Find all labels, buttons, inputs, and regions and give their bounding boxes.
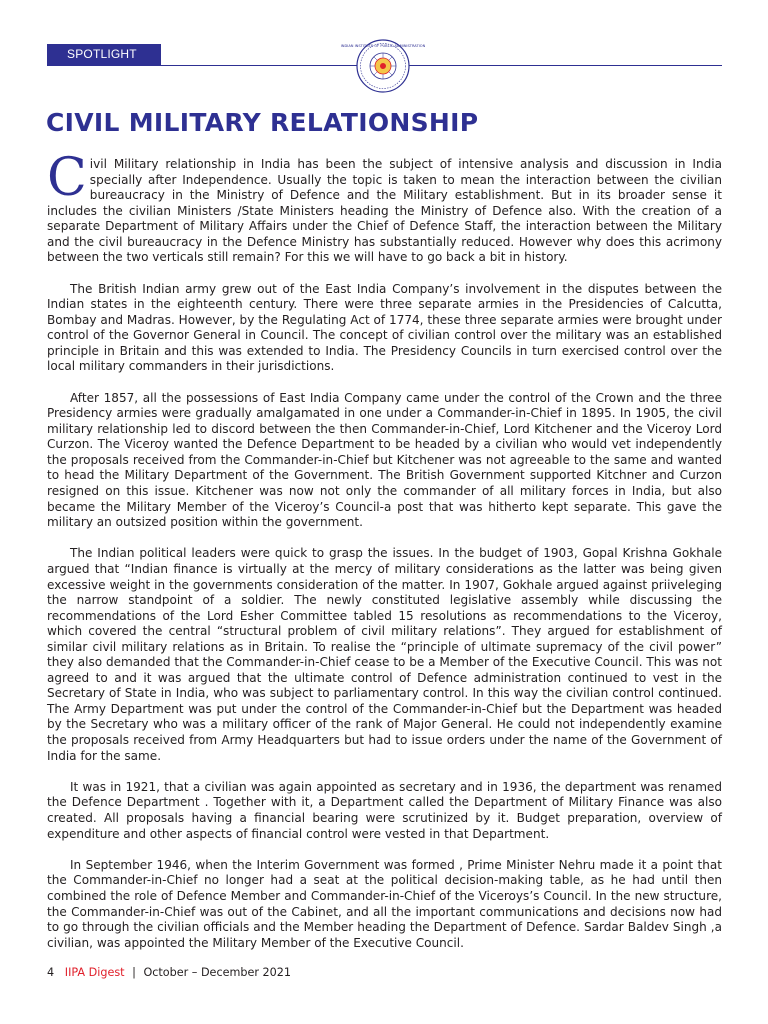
seal-text: INDIAN INSTITUTE OF PUBLIC ADMINISTRATION — [340, 44, 426, 48]
section-label: SPOTLIGHT — [47, 44, 161, 65]
paragraph-1-text: ivil Military relationship in India has been the subject of intensive analysis and discussion in India specially after Independence. Usually the topic is taken to mean the interaction between the civilian bureaucracy in the Ministry of Defence and the Military establishment. But in its broader sense it includes the civilian Ministers /State Ministers heading the Ministry of Defence also. With the creation of a separate Department of Military Affairs under the Chief of Defence Staff, the interaction between the Military and the civil bureaucracy in the Defence Ministry has substantially reduced. However why does this acrimony between the two verticals still remain? For this we will have to go back a bit in history. — [47, 157, 722, 265]
paragraph-6: In September 1946, when the Interim Government was formed , Prime Minister Nehru made it a point that the Commander-in-Chief no longer had a seat at the political decision-making table, as he had until then combined the role of Defence Member and Commander-in-Chief of the Viceroys’s Council. In the new structure, the Commander-in-Chief was out of the Cabinet, and all the important communications and decisions now had to go through the civilian officials and the Member heading the Department of Defence. Sardar Baldev Singh ,a civilian, was appointed the Military Member of the Executive Council. — [47, 857, 722, 950]
paragraph-5: It was in 1921, that a civilian was again appointed as secretary and in 1936, the department was renamed the Defence Department . Together with it, a Department called the Department of Military Finance was also created. All proposals having a financial bearing were scrutinized by it. Budget preparation, overview of expenditure and other aspects of financial control were vested in that Department. — [47, 779, 722, 841]
publication-name: IIPA Digest — [64, 966, 125, 979]
drop-cap: C — [47, 148, 87, 208]
issue-date: October – December 2021 — [143, 966, 291, 979]
page-header — [0, 0, 768, 100]
page-footer — [47, 966, 291, 979]
iipa-seal-icon — [340, 38, 426, 94]
article-body — [47, 148, 722, 967]
paragraph-4: The Indian political leaders were quick to grasp the issues. In the budget of 1903, Gopal Krishna Gokhale argued that “Indian finance is virtually at the mercy of military considerations as the latter was being given excessive weight in the governments consideration of the matter. In 1907, Gokhale argued against priiveleging the narrow standpoint of a soldier. The newly constituted legislative assembly while discussing the recommendations of the Lord Esher Committee tabled 15 resolutions as recommendations to the Viceroy, which covered the central “structural problem of civil military relations”. They argued for establishment of similar civil military relations as in Britain. To realise the “principle of ultimate supremacy of the civil power” they also demanded that the Commander-in-Chief cease to be a Member of the Executive Council. This was not agreed to and it was argued that the ultimate control of Defence administration continued to vest in the Secretary of State in India, who was subject to parliamentary control. In this way the civilian control continued. The Army Department was put under the control of the Commander-in-Chief but the Department was headed by the Secretary who was a military officer of the rank of Major General. He could not independently examine the proposals received from Army Headquarters but had to issue orders under the name of the Government of India for the same. — [47, 546, 722, 763]
paragraph-3: After 1857, all the possessions of East India Company came under the control of the Crown and the three Presidency armies were gradually amalgamated in one under a Commander-in-Chief in 1895. In 1905, the civil military relationship led to discord between the then Commander-in-Chief, Lord Kitchener and the Viceroy Lord Curzon. The Viceroy wanted the Defence Department to be headed by a civilian who would vet independently the proposals received from the Commander-in-Chief but Kitchener was not agreeable to the same and wanted to head the Military Department of the Government. The British Government supported Kitchner and Curzon resigned on this issue. Kitchener was now not only the commander of all military forces in India, but also became the Military Member of the Viceroy’s Council-a post that was hitherto kept separate. This gave the military an outsized position within the government. — [47, 390, 722, 530]
footer-separator: | — [132, 966, 136, 979]
page-number: 4 — [47, 966, 55, 979]
article-title: CIVIL MILITARY RELATIONSHIP — [46, 108, 479, 137]
paragraph-1 — [47, 148, 722, 266]
paragraph-2: The British Indian army grew out of the East India Company’s involvement in the disputes between the Indian states in the eighteenth century. There were three separate armies in the Presidencies of Calcutta, Bombay and Madras. However, by the Regulating Act of 1774, these three separate armies were brought under control of the Governor General in Council. The concept of civilian control over the military was an established principle in Britain and this was extended to India. The Presidency Councils in turn exercised control over the local military commanders in their jurisdictions. — [47, 281, 722, 374]
